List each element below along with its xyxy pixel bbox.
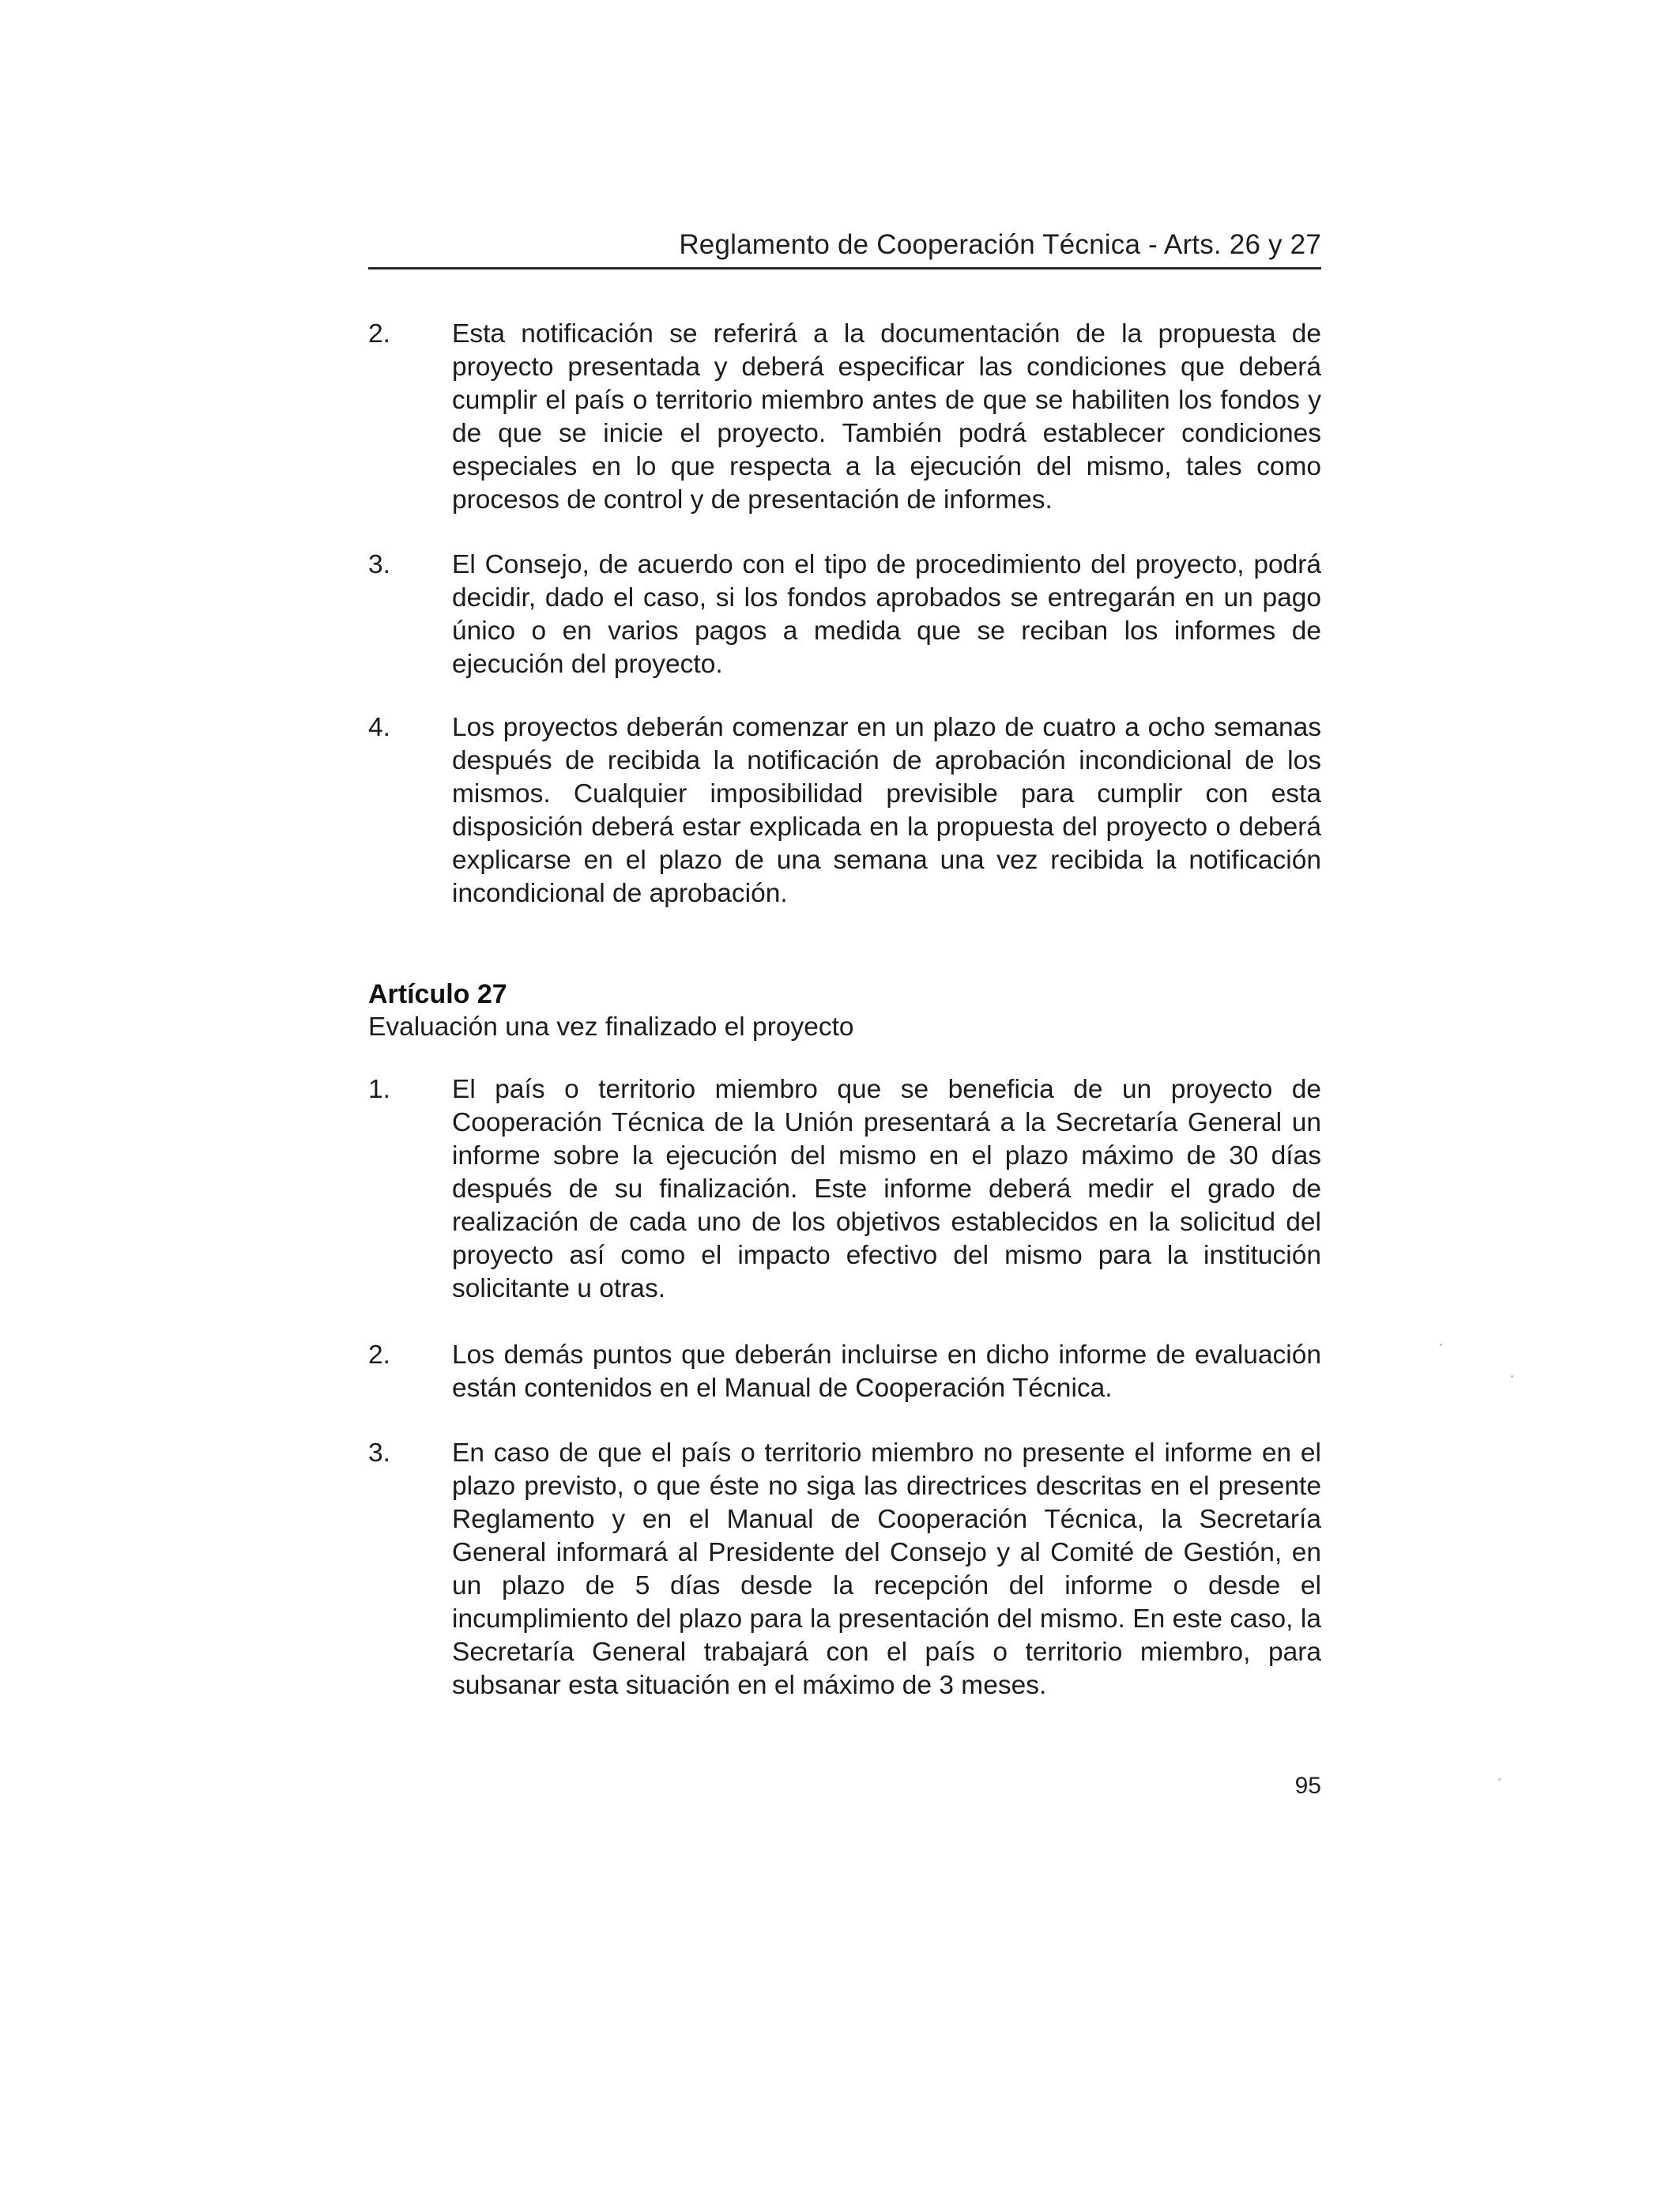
- item-number: 1.: [368, 1075, 390, 1104]
- list-item: [368, 1339, 1321, 1405]
- article-27-heading: Artículo 27: [368, 979, 507, 1009]
- item-text: En caso de que el país o territorio miembro no presente el informe en el plazo previsto, o que éste no siga las directrices descritas en el presente Reglamento y en el Manual de Cooperación Técnica, la Secretaría General informará al Presidente del Consejo y al Comité de Gestión, en un plazo de 5 días desde la recepción del informe o desde el incumplimiento del plazo para la presentación del mismo. En este caso, la Secretaría General trabajará con el país o territorio miembro, para subsanar esta situación en el máximo de 3 meses.: [452, 1438, 1321, 1700]
- item-text: El país o territorio miembro que se beneficia de un proyecto de Cooperación Técnica de la Unión presentará a la Secretaría General un informe sobre la ejecución del mismo en el plazo máximo de 30 días después de su finalización. Este informe deberá medir el grado de realización de cada uno de los objetivos establecidos en la solicitud del proyecto así como el impacto efectivo del mismo para la institución solicitante u otras.: [452, 1075, 1321, 1303]
- article-27-subtitle: Evaluación una vez finalizado el proyecto: [368, 1012, 854, 1042]
- item-number: 2.: [368, 1340, 390, 1370]
- scan-speck: [1511, 1375, 1513, 1378]
- item-text: Esta notificación se referirá a la documentación de la propuesta de proyecto presentada y deberá especificar las condiciones que deberá cumplir el país o territorio miembro antes de que se habiliten los fondos y de que se inicie el proyecto. También podrá establecer condiciones especiales en lo que respecta a la ejecución del mismo, tales como procesos de control y de presentación de informes.: [452, 319, 1321, 515]
- item-text: El Consejo, de acuerdo con el tipo de procedimiento del proyecto, podrá decidir, dado el caso, si los fondos aprobados se entregarán en un pago único o en varios pagos a medida que se reciban los informes de ejecución del proyecto.: [452, 550, 1321, 679]
- article-27-item-3: [368, 1437, 1321, 1702]
- article-27-item-2: [368, 1339, 1321, 1405]
- header-rule: [368, 267, 1321, 270]
- list-item: [368, 1073, 1321, 1306]
- list-item: [368, 1437, 1321, 1702]
- running-header: Reglamento de Cooperación Técnica - Arts. 26 y 27: [679, 229, 1321, 260]
- list-item: [368, 548, 1321, 681]
- article-26-item-4: [368, 711, 1321, 910]
- item-text: Los demás puntos que deberán incluirse en dicho informe de evaluación están contenidos en el Manual de Cooperación Técnica.: [452, 1340, 1321, 1403]
- item-number: 4.: [368, 713, 390, 742]
- article-26-item-2: [368, 318, 1321, 517]
- list-item: [368, 711, 1321, 910]
- item-number: 3.: [368, 550, 390, 579]
- item-number: 3.: [368, 1438, 390, 1468]
- article-27-item-1: [368, 1073, 1321, 1306]
- scan-speck: [1498, 1778, 1501, 1781]
- item-number: 2.: [368, 319, 390, 349]
- article-26-item-3: [368, 548, 1321, 681]
- list-item: [368, 318, 1321, 517]
- page-number: 95: [1294, 1773, 1321, 1799]
- scan-speck: [1440, 1344, 1442, 1346]
- item-text: Los proyectos deberán comenzar en un plazo de cuatro a ocho semanas después de recibida la notificación de aprobación incondicional de los mismos. Cualquier imposibilidad previsible para cumplir con esta disposición deberá estar explicada en la propuesta del proyecto o deberá explicarse en el plazo de una semana una vez recibida la notificación incondicional de aprobación.: [452, 713, 1321, 908]
